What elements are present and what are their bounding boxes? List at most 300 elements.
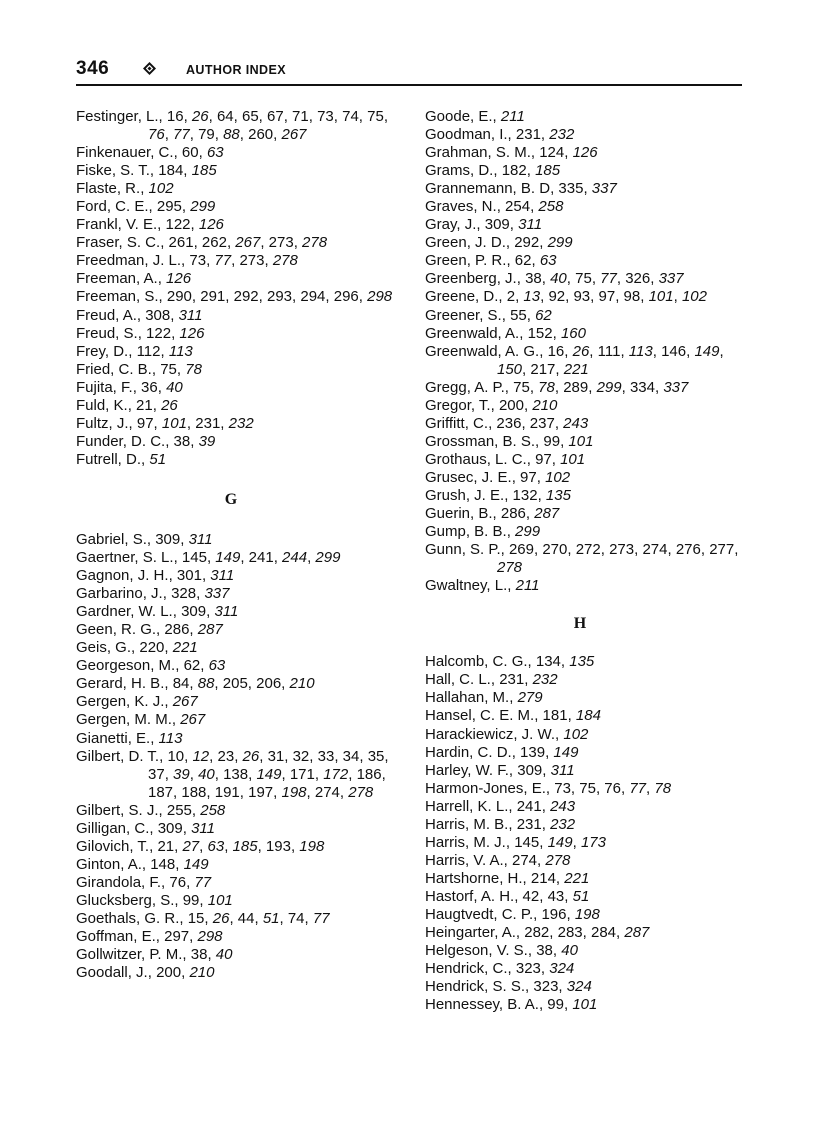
page-reference: 267	[172, 693, 198, 711]
page-reference: 311	[210, 567, 235, 585]
index-entry: Grush, J. E., 132, 135	[425, 486, 571, 504]
page-reference: 63	[208, 657, 226, 675]
page-reference: 102	[681, 288, 707, 306]
index-entry: Hardin, C. D., 139, 149	[425, 743, 579, 761]
page-reference: 38	[536, 942, 553, 960]
page-reference: 84	[172, 675, 190, 693]
page-reference: 60	[181, 144, 199, 162]
author-name: Heingarter, A.	[425, 924, 516, 942]
page-reference: 267	[180, 711, 206, 729]
index-entry: Gump, B. B., 299	[425, 523, 541, 541]
author-name: Greenwald, A.	[425, 324, 520, 342]
page-reference: 34	[342, 747, 360, 765]
author-name: Freeman, S.	[76, 288, 159, 306]
author-name: Goethals, G. R.	[76, 909, 180, 927]
page-reference: 298	[367, 288, 393, 306]
page-reference: 277	[709, 541, 735, 559]
index-entry: Freedman, J. L., 73, 77, 273, 278	[76, 252, 298, 270]
page-reference: 298	[197, 928, 223, 946]
page-reference: 126	[198, 216, 224, 234]
page-reference: 278	[272, 252, 298, 270]
page-reference: 92	[548, 288, 566, 306]
page-reference: 42	[522, 887, 540, 905]
page-reference: 149	[215, 549, 241, 567]
author-name: Gerard, H. B.	[76, 675, 165, 693]
author-name: Flaste, R.	[76, 180, 141, 198]
page-reference: 76	[169, 873, 187, 891]
page-reference: 124	[539, 144, 565, 162]
page-reference: 289	[563, 378, 589, 396]
author-name: Finkenauer, C.	[76, 144, 174, 162]
author-name: Gardner, W. L.	[76, 603, 173, 621]
index-entry: Harris, V. A., 274, 278	[425, 851, 571, 869]
index-entry: Fried, C. B., 75, 78	[76, 360, 202, 378]
author-name: Fiske, S. T.	[76, 162, 150, 180]
section-letter-h: H	[573, 615, 587, 633]
page-reference: 231	[515, 126, 541, 144]
index-entry: Ford, C. E., 295, 299	[76, 198, 216, 216]
page-reference: 55	[510, 306, 527, 324]
page-reference: 274	[314, 783, 340, 801]
index-entry: Futrell, D., 51	[76, 450, 167, 468]
page-reference: 311	[191, 819, 215, 837]
page-reference: 149	[183, 855, 209, 873]
page-reference: 78	[538, 378, 555, 396]
page-reference: 337	[204, 585, 230, 603]
page-reference: 75	[575, 270, 592, 288]
page-reference: 231	[195, 414, 221, 432]
author-name: Grothaus, L. C.	[425, 450, 527, 468]
author-name: Gergen, M. M.	[76, 711, 172, 729]
page-reference: 62	[183, 657, 201, 675]
page-reference: 236	[496, 414, 522, 432]
page-reference: 21	[136, 396, 153, 414]
index-entry: Harris, M. B., 231, 232	[425, 815, 576, 833]
author-name: Freud, S.	[76, 324, 138, 342]
page-reference: 36	[141, 378, 158, 396]
page-reference: 210	[189, 964, 215, 982]
page-reference: 40	[198, 765, 215, 783]
index-entry: Haugtvedt, C. P., 196, 198	[425, 905, 600, 923]
author-name: Gilbert, D. T.	[76, 747, 160, 765]
page-reference: 113	[628, 342, 653, 360]
index-entry: Gerard, H. B., 84, 88, 205, 206, 210	[76, 675, 315, 693]
author-name: Geis, G.	[76, 639, 132, 657]
page-reference: 65	[241, 108, 259, 125]
page-reference: 122	[165, 216, 191, 234]
author-name: Gray, J.	[425, 216, 477, 234]
page-reference: 38	[173, 432, 191, 450]
index-entry: Griffitt, C., 236, 237, 243	[425, 414, 589, 432]
page-reference: 149	[553, 743, 579, 761]
page-reference: 258	[538, 198, 564, 216]
page-reference: 37	[148, 765, 165, 783]
page-reference: 40	[166, 378, 183, 396]
index-entry: Harrell, K. L., 241, 243	[425, 797, 576, 815]
index-entry: Goode, E., 211	[425, 108, 525, 125]
index-entry: Hastorf, A. H., 42, 43, 51	[425, 887, 590, 905]
page-reference: 26	[572, 342, 590, 360]
author-name: Guerin, B.	[425, 505, 493, 523]
page-reference: 160	[560, 324, 586, 342]
page-reference: 324	[566, 978, 592, 996]
page-reference: 77	[600, 270, 617, 288]
page-reference: 284	[590, 924, 617, 942]
page-reference: 185	[232, 837, 258, 855]
index-entry: Halcomb, C. G., 134, 135	[425, 653, 595, 671]
page-reference: 78	[185, 360, 202, 378]
page-reference: 301	[176, 567, 202, 585]
page-reference: 101	[207, 891, 233, 909]
index-entry: Hendrick, S. S., 323, 324	[425, 978, 592, 996]
page-reference: 214	[530, 869, 556, 887]
index-entry: Finkenauer, C., 60, 63	[76, 144, 224, 162]
author-name: Grush, J. E.	[425, 486, 505, 504]
author-name: Halcomb, C. G.	[425, 653, 528, 671]
page-reference: 79	[198, 126, 215, 144]
page-reference: 26	[242, 747, 260, 765]
index-entry: Grams, D., 182, 185	[425, 162, 561, 180]
page-reference: 309	[484, 216, 510, 234]
page-reference: 21	[157, 837, 175, 855]
page-reference: 283	[557, 924, 583, 942]
author-name: Gaertner, S. L.	[76, 549, 174, 567]
page-reference: 16	[166, 108, 184, 125]
index-entry: Fiske, S. T., 184, 185	[76, 162, 217, 180]
page-reference: 274	[642, 541, 668, 559]
page-reference: 93	[573, 288, 591, 306]
author-name: Gabriel, S.	[76, 530, 147, 548]
page-reference: 311	[518, 216, 543, 234]
page-reference: 62	[535, 306, 552, 324]
index-entry: Gergen, M. M., 267	[76, 711, 206, 729]
page-reference: 63	[539, 252, 557, 270]
page-reference: 335	[558, 180, 584, 198]
index-entry: Hansel, C. E. M., 181, 184	[425, 707, 601, 725]
page-reference: 292	[514, 234, 540, 252]
page-reference: 77	[312, 909, 330, 927]
page-reference: 77	[173, 126, 190, 144]
index-entry: Greenwald, A., 152, 160	[425, 324, 586, 342]
index-block-g-continued	[425, 108, 755, 595]
page-reference: 40	[215, 946, 233, 964]
page-number: 346	[76, 58, 110, 79]
page-reference: 77	[194, 873, 212, 891]
page-reference: 286	[500, 505, 526, 523]
page-reference: 243	[550, 797, 576, 815]
page-reference: 324	[549, 960, 575, 978]
index-block-f	[76, 108, 406, 469]
page-reference: 138	[223, 765, 249, 783]
page-reference: 278	[545, 851, 571, 869]
author-name: Fultz, J.	[76, 414, 129, 432]
author-name: Ginton, A.	[76, 855, 142, 873]
author-name: Fuld, K.	[76, 396, 128, 414]
index-entry: Frankl, V. E., 122, 126	[76, 216, 224, 234]
author-name: Hall, C. L.	[425, 671, 491, 689]
index-entry: Freeman, S., 290, 291, 292, 293, 294, 296, 298	[76, 288, 393, 306]
page-reference: 299	[596, 378, 622, 396]
page-reference: 26	[161, 396, 178, 414]
page-reference: 74	[287, 909, 305, 927]
page-reference: 145	[181, 549, 207, 567]
author-name: Hansel, C. E. M.	[425, 707, 535, 725]
index-entry: Green, J. D., 292, 299	[425, 234, 573, 252]
page-reference: 99	[182, 891, 200, 909]
index-entry: Geis, G., 220, 221	[76, 639, 198, 657]
page-reference: 296	[333, 288, 359, 306]
author-name: Ford, C. E.	[76, 198, 149, 216]
page-reference: 101	[568, 432, 594, 450]
page-reference: 278	[497, 559, 523, 577]
author-name: Hardin, C. D.	[425, 743, 512, 761]
author-name: Festinger, L.	[76, 108, 159, 125]
page-reference: 13	[523, 288, 541, 306]
page-reference: 73	[189, 252, 207, 270]
author-name: Fried, C. B.	[76, 360, 152, 378]
page-reference: 309	[181, 603, 207, 621]
index-column-right	[425, 108, 755, 1014]
page-reference: 40	[550, 270, 567, 288]
page-reference: 267	[281, 126, 307, 144]
index-block-h	[425, 653, 755, 1014]
page-reference: 309	[157, 819, 183, 837]
author-name: Greener, S.	[425, 306, 502, 324]
page-reference: 51	[262, 909, 280, 927]
page-reference: 63	[207, 837, 225, 855]
page-reference: 26	[212, 909, 230, 927]
page-reference: 134	[535, 653, 561, 671]
author-name: Harris, M. B.	[425, 815, 509, 833]
author-name: Harackiewicz, J. W.	[425, 725, 556, 743]
index-entry: Gabriel, S., 309, 311	[76, 530, 213, 548]
page-reference: 270	[542, 541, 568, 559]
index-entry: Gagnon, J. H., 301, 311	[76, 567, 235, 585]
page-reference: 309	[155, 530, 181, 548]
index-entry: Harackiewicz, J. W., 102	[425, 725, 589, 743]
page-reference: 290	[166, 288, 192, 306]
page-reference: 122	[146, 324, 172, 342]
page-reference: 220	[139, 639, 165, 657]
page-reference: 309	[517, 761, 543, 779]
page-reference: 241	[516, 797, 542, 815]
page-reference: 286	[164, 621, 190, 639]
page-reference: 39	[173, 765, 190, 783]
page-reference: 27	[182, 837, 200, 855]
author-name: Freeman, A.	[76, 270, 158, 288]
index-entry: Guerin, B., 286, 287	[425, 505, 560, 523]
page-reference: 88	[197, 675, 215, 693]
page-reference: 196	[541, 905, 567, 923]
page-reference: 98	[623, 288, 641, 306]
page-reference: 244	[282, 549, 308, 567]
author-name: Hallahan, M.	[425, 689, 510, 707]
page-reference: 272	[575, 541, 601, 559]
index-entry: Freud, S., 122, 126	[76, 324, 205, 342]
page-reference: 135	[569, 653, 595, 671]
page-reference: 291	[200, 288, 226, 306]
index-entry: Gray, J., 309, 311	[425, 216, 543, 234]
author-name: Freud, A.	[76, 306, 137, 324]
page-reference: 293	[267, 288, 293, 306]
index-entry: Frey, D., 112, 113	[76, 342, 193, 360]
page-reference: 232	[532, 671, 558, 689]
page-reference: 185	[191, 162, 217, 180]
index-entry: Harmon-Jones, E., 73, 75, 76, 77, 78	[425, 779, 672, 797]
author-name: Grossman, B. S.	[425, 432, 536, 450]
page-reference: 146	[661, 342, 687, 360]
index-entry: Grusec, J. E., 97, 102	[425, 468, 571, 486]
author-name: Gilbert, S. J.	[76, 801, 159, 819]
page-reference: 276	[675, 541, 701, 559]
author-name: Hennessey, B. A.	[425, 996, 539, 1014]
page-reference: 328	[171, 585, 197, 603]
page-reference: 282	[524, 924, 550, 942]
index-entry: Greene, D., 2, 13, 92, 93, 97, 98, 101, 102	[425, 288, 707, 306]
page-reference: 139	[520, 743, 546, 761]
page-reference: 15	[187, 909, 205, 927]
page-reference: 97	[136, 414, 154, 432]
page-reference: 184	[158, 162, 184, 180]
page-reference: 113	[168, 342, 193, 360]
author-name: Geen, R. G.	[76, 621, 157, 639]
page-reference: 185	[535, 162, 561, 180]
index-entry: Fraser, S. C., 261, 262, 267, 273, 278	[76, 234, 328, 252]
index-entry: Graves, N., 254, 258	[425, 198, 564, 216]
author-name: Gianetti, E.	[76, 729, 151, 747]
index-entry: Fultz, J., 97, 101, 231, 232	[76, 414, 254, 432]
index-entry: Gianetti, E., 113	[76, 729, 183, 747]
author-name: Grusec, J. E.	[425, 468, 512, 486]
page-reference: 38	[525, 270, 542, 288]
page-reference: 77	[629, 779, 647, 797]
author-name: Frankl, V. E.	[76, 216, 158, 234]
page-reference: 337	[591, 180, 617, 198]
page-reference: 184	[575, 707, 601, 725]
page-reference: 16	[547, 342, 565, 360]
page-reference: 40	[561, 942, 578, 960]
index-entry: Green, P. R., 62, 63	[425, 252, 557, 270]
index-entry: Gilbert, S. J., 255, 258	[76, 801, 226, 819]
page-reference: 193	[265, 837, 291, 855]
index-entry: Harley, W. F., 309, 311	[425, 761, 575, 779]
author-name: Goffman, E.	[76, 928, 156, 946]
author-name: Fraser, S. C.	[76, 234, 161, 252]
author-name: Hastorf, A. H.	[425, 887, 515, 905]
page-reference: 32	[292, 747, 310, 765]
page-reference: 10	[167, 747, 185, 765]
index-entry: Goodall, J., 200, 210	[76, 964, 215, 982]
author-name: Glucksberg, S.	[76, 891, 175, 909]
page-reference: 274	[511, 851, 538, 869]
index-entry: Greenwald, A. G., 16, 26, 111, 113, 146, 149, 150, 217, 221	[425, 342, 724, 378]
page-reference: 278	[302, 234, 328, 252]
page-reference: 182	[501, 162, 527, 180]
author-name: Grahman, S. M.	[425, 144, 531, 162]
page-reference: 197	[248, 783, 274, 801]
page-reference: 23	[217, 747, 235, 765]
index-entry: Georgeson, M., 62, 63	[76, 657, 226, 675]
page-reference: 74	[342, 108, 359, 125]
page-reference: 198	[299, 837, 325, 855]
author-name: Greene, D.	[425, 288, 499, 306]
page-reference: 273	[609, 541, 635, 559]
page-reference: 311	[550, 761, 575, 779]
author-name: Grannemann, B. D	[425, 180, 551, 198]
page-reference: 33	[317, 747, 335, 765]
author-name: Freedman, J. L.	[76, 252, 182, 270]
page-reference: 102	[148, 180, 174, 198]
page-reference: 126	[179, 324, 205, 342]
index-entry: Greener, S., 55, 62	[425, 306, 552, 324]
page-reference: 262	[201, 234, 227, 252]
author-name: Gergen, K. J.	[76, 693, 165, 711]
page-reference: 148	[150, 855, 176, 873]
index-entry: Hall, C. L., 231, 232	[425, 671, 558, 689]
page-reference: 76	[604, 779, 621, 797]
page-reference: 132	[512, 486, 538, 504]
index-entry: Gilligan, C., 309, 311	[76, 819, 215, 837]
author-name: Georgeson, M.	[76, 657, 176, 675]
page-reference: 241	[248, 549, 274, 567]
author-name: Hartshorne, H.	[425, 869, 523, 887]
page-reference: 26	[191, 108, 209, 125]
author-name: Funder, D. C.	[76, 432, 166, 450]
page-reference: 308	[145, 306, 171, 324]
page-reference: 75	[367, 108, 384, 125]
page-reference: 186	[356, 765, 382, 783]
author-name: Harris, V. A.	[425, 851, 504, 869]
page-reference: 337	[663, 378, 689, 396]
index-entry: Gregor, T., 200, 210	[425, 396, 558, 414]
index-entry: Ginton, A., 148, 149	[76, 855, 209, 873]
page-header	[76, 58, 742, 86]
page-reference: 221	[563, 360, 589, 378]
page-reference: 326	[625, 270, 651, 288]
index-entry: Gergen, K. J., 267	[76, 693, 198, 711]
page-reference: 261	[168, 234, 194, 252]
page-reference: 2	[506, 288, 516, 306]
page-reference: 237	[529, 414, 555, 432]
page-reference: 101	[560, 450, 586, 468]
author-name: Graves, N.	[425, 198, 497, 216]
index-entry: Grannemann, B. D, 335, 337	[425, 180, 617, 198]
page-reference: 62	[514, 252, 532, 270]
page-reference: 221	[564, 869, 590, 887]
author-name: Gilligan, C.	[76, 819, 150, 837]
page-reference: 73	[554, 779, 571, 797]
page-reference: 64	[216, 108, 234, 125]
page-reference: 187	[148, 783, 174, 801]
index-entry: Hennessey, B. A., 99, 101	[425, 996, 598, 1014]
page-reference: 198	[281, 783, 307, 801]
page-reference: 205	[222, 675, 248, 693]
author-name: Gwaltney, L.	[425, 577, 508, 595]
index-entry: Freud, A., 308, 311	[76, 306, 203, 324]
page-reference: 299	[547, 234, 573, 252]
page-reference: 43	[547, 887, 565, 905]
index-entry: Greenberg, J., 38, 40, 75, 77, 326, 337	[425, 270, 684, 288]
author-name: Green, P. R.	[425, 252, 507, 270]
page-reference: 102	[563, 725, 589, 743]
page-reference: 173	[580, 833, 606, 851]
index-entry: Gaertner, S. L., 145, 149, 241, 244, 299	[76, 549, 341, 567]
index-entry: Hendrick, C., 323, 324	[425, 960, 575, 978]
index-entry: Heingarter, A., 282, 283, 284, 287	[425, 924, 650, 942]
author-name: Griffitt, C.	[425, 414, 489, 432]
index-entry: Funder, D. C., 38, 39	[76, 432, 216, 450]
author-name: Goodall, J.	[76, 964, 148, 982]
